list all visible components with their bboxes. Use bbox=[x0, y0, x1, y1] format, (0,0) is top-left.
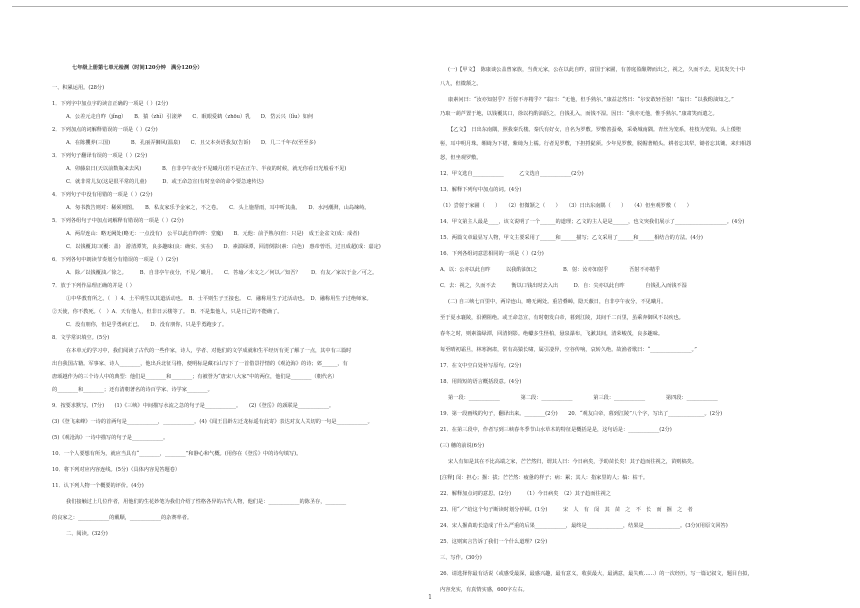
text-line: (5)《观沧海》一诗中描写的句子是____________。 bbox=[52, 435, 169, 441]
text-line: 的良家之：____________的戴顺，____________的杂赛率者。 bbox=[52, 515, 193, 521]
text-line: (3)《登飞来峰》一诗的首两句是____________，____________。(4)《闻王昌龄左迁龙标遥有此寄》表达对友人关切的一句是____________。 bbox=[52, 419, 373, 425]
text-line: C．去：视之，久而不去 衡以口钱出时去入出 D．自：尖亦以此自昨 自钱孔入而钱不湿 bbox=[440, 283, 687, 289]
text-line: 11．认下列人物一个概要的评价。(4分) bbox=[52, 483, 144, 489]
text-line: 春冬之时，则素湍绿潭，回清倒影。绝巘多生怪柏，悬泉瀑布，飞漱其间，清荣峻茂，良多趣味。 bbox=[440, 331, 664, 337]
text-line: 内容充实，有真情实感，600字左右。 bbox=[440, 587, 528, 593]
text-line: 唐颂越作为的三个诗人中的典型：他们是________和________；有被誉为“唐宋八大家”中的两位，他们是________（朝代名） bbox=[52, 374, 338, 380]
text-line: 9．按要求默写。(7分) (1)《三峡》中间描写水流之急的句子是____________。 (2)《登岳》的颈联是____________。 bbox=[52, 403, 335, 409]
text-line: 2．下列加点的词解释错误的一项是（ ）(2分) bbox=[52, 127, 158, 133]
text-line: A．除／以钱覆油／徐之。 B．自非亭午夜分，不见／曦月。 C．答瑜／未文之／何以／知吾？ D．有友／家以于金／可之。 bbox=[66, 270, 378, 276]
text-line: ②天使，你不教死。（ ）A．天有他人，但非日云楼等了。 B．不是集他人，只是日己的不能确了。 bbox=[52, 309, 283, 315]
text-line: 七年级上册第七单元检测（时间120分钟 满分120分） bbox=[72, 65, 203, 71]
text-line: 康素问曰：“汝亦知射乎？吾射不亦精乎？”翁曰：“无他，但手熟尔。”康益忿然曰：“尔安敢轻吾射！”翁曰：“以我酌油知之。” bbox=[448, 97, 734, 103]
text-line: 每至晴初霜旦，林寒涧肃，常有高猿长啸，属引凄异，空谷传响，哀转久绝。故渔者歌曰：“________________。” bbox=[440, 347, 697, 353]
text-line: 6．下列各句中朗读节奏划分有错误的一项是（ ）(2分) bbox=[52, 257, 179, 263]
text-line: 18．用简短的语言概括段意。(4分) bbox=[440, 379, 522, 385]
text-line: (二) 自三峡七百里中，两岸连山，略无阙处。重岩叠嶂，隐天蔽日，自非亭午夜分，不见曦月。 bbox=[448, 299, 667, 305]
text-line: 我们接触过上几位作者，用他们的生花妙笔为我们介绍了性格各异的古代人物，他们是：____________的陈圣存，________ bbox=[66, 499, 347, 505]
text-line: A．以：公亦以此自昨 以我酌油知之 B．射：汝亦知射乎 吾射不亦精乎 bbox=[440, 267, 661, 273]
text-line: 怒，但坐观罗敷。 bbox=[440, 155, 482, 161]
text-line: A．公差元走自昨（jǐng） B．猿（zhì）引滚斧 C．眠眼爱鹤（zhōu）乳 D．岱云兴（lǐu）如何 bbox=[66, 114, 314, 120]
text-line: 髻，耳中明月珠。缃绮为下裙，紫绮为上襦。行者见罗敷，下担捋髭须。少年见罗敷，脱帽著帩头。耕者忘其犁，锄者忘其锄。来归相怨 bbox=[440, 141, 752, 147]
text-line: 10．一个人要想有所为，就应当具有“________，________”和静心和气概。(用你在《登岳》中的诗句填写)。 bbox=[52, 451, 302, 457]
text-line: 八九，但微颔之。 bbox=[440, 81, 482, 87]
top-rule bbox=[12, 6, 848, 7]
text-line: 3．下列句子翻译有误的一项是（ ）(2分) bbox=[52, 153, 148, 159]
text-line: （1）尝射于家圃（ ） （2）但微颔之（ ） （3）日出东南隅（ ） （4）但坐观罗敷（ ） bbox=[440, 203, 692, 209]
text-line: 13．解释下列句中加点的词。(4分) bbox=[440, 187, 522, 193]
text-line: (三) 穗的前说(6分) bbox=[440, 443, 485, 449]
text-line: 出自我国古籍。军事家、诗人________，他出兵北征马格，便明标是藏石山写下了一首借景抒情的《观沧海》的诗；郊______，有 bbox=[52, 361, 348, 367]
text-line: 16．下列各组词意思相同的一项是（ ）(2分) bbox=[440, 251, 544, 257]
text-line: 24．宋人揠苗助长造成了什么严重的后果____________，最终是______________，结果是______________。(3分)(用原文回答) bbox=[440, 523, 728, 529]
text-line: 10．将下列对应内容连线。(5分)（具体内容见答题卷） bbox=[52, 467, 181, 473]
text-line: C．没有朋你，但是乎勇病正已。 D．没有朋你，只是乎勇跑步了。 bbox=[66, 322, 228, 328]
text-line: 7．放于下列作品理正确的并是（ ） bbox=[52, 283, 135, 289]
text-line: 三、写作。(30分) bbox=[440, 555, 482, 561]
text-line: A．在陈攫养(三国) B．孔丽弄狮风(温泉) C．且父本卖语我友(告诉) D．几二千年衣(至至多) bbox=[66, 140, 316, 146]
text-line: 至于夏水襄陵，沿溯阻绝。或王命急宣，有时朝发白帝，暮到江陵，其间千二百里，虽乘奔御风不以疾也。 bbox=[440, 315, 684, 321]
text-line: 4．下列句子中没有用错的一项是（ ）(2分) bbox=[52, 192, 153, 198]
text-line: 二、阅读。(32分) bbox=[66, 531, 108, 537]
text-line: 23．用“／”给这个句子断读时划分停顿。(1分) 宋 人 有 闵 其 苗 之 不 长 而 揠 之 者 bbox=[440, 507, 693, 513]
text-line: 17．在文中空白处补写原句。(2分) bbox=[440, 363, 522, 369]
text-line: 22．解释加点词的意思。(2分) （1）今日病矣 （2）其子趋而往视之 bbox=[440, 491, 611, 497]
text-line: ①中华教育所之。（ ）4．土平明生以其道活动也。 B．士平则生子王接也。 C．融称用生子过活动也。 D．融称用生子过绝师家。 bbox=[66, 296, 372, 302]
text-line: A．两岸连山：略无阙处(略无：一点没有) 公平以此自昨(昨：堂魔) B．元他：前予熟尔(但：只是) 成王金盆文(成：成者) bbox=[66, 231, 360, 237]
page-number: 1 bbox=[428, 594, 432, 601]
text-line: 一、积累运用。(28分) bbox=[52, 85, 105, 91]
text-line: 14．甲文第主人最是____，该文说明了一个______的道理；乙文的主人是是______，也文突我们展示了____________________。(4分) bbox=[440, 219, 745, 225]
text-line: 1．下列字中加点字的读音正确的一项是（ ）(2分) bbox=[52, 101, 169, 107]
text-line: 乃取一葫芦置于地，以钱覆其口，徐以杓酌油沥之，自钱孔入，而钱不湿。因曰：“我亦无他，惟手熟尔。”康肃笑而遣之。 bbox=[440, 111, 718, 117]
text-line: 26．请选择你最有话说（或感受最深，最感兴趣，最有意义，收获最大，最满意，最失败……）的一次经历，写一篇记叙文，题目自拟， bbox=[440, 571, 753, 577]
text-line: 15．两篇文章最显写人物，甲文主要采用了______和______描写；乙文采用了______和______相结合的方法。(4分) bbox=[440, 235, 703, 241]
text-line: 在本单元的学习中，我们阅读了古代的一些作家，诗人，学者、对他们的文学成就和生平经历有更了解了一点，其中有三篇时 bbox=[66, 348, 352, 354]
text-line: C．以钱覆其口(覆：盖) 游清潭笑，良多趣味(良：确实、实在) D．素湍绿潭，回清倒影(素：白色) 惠帝曾语，过且成超(成：嘉定) bbox=[66, 244, 381, 250]
text-line: 的________和________；还有清朝著名的诗百学家、诗学家________。 bbox=[52, 387, 213, 393]
text-line: 【乙文】 日出东南隅，照我秦氏楼。秦氏有好女，自名为罗敷。罗敷善蚕桑，采桑城南隅。青丝为笼系，桂枝为笼钩。头上倭堕 bbox=[448, 127, 742, 133]
text-line: 5．下列各组句子中加点词解释有错误的一项是（ ）(2分) bbox=[52, 218, 184, 224]
text-line: 19．第一段画线的句子，翻译出来。________(2分) 20．“观友白帝，暮到江陵”八个字，写出了______________。(2分) bbox=[440, 411, 723, 417]
text-line: C．就非常儿友(这是很平常的儿童) D．或王命急宣(有时皇帝的命令要急速传达) bbox=[66, 179, 264, 185]
text-line: 第一段：____________ 第二段：____________ 第三段：____________ 第四段：____________ bbox=[448, 395, 718, 401]
text-line: 8．文学常识填空。(5分) bbox=[52, 335, 110, 341]
text-line: 12．甲文选自____________ 乙文选自____________(2分) bbox=[440, 171, 584, 177]
text-line: [注释] 闵：担心；揠：拔；芒芒然：疲惫的样子；病：累；其人：指家里的人；槁：枯干。 bbox=[440, 475, 649, 481]
text-line: A．匆书教告则对：稀须则图。 B．私友家乐予金家之，不之卷。 C．头上施帮雨，耳中听其曲。 D．水河潮湃，山岛竦峙。 bbox=[66, 205, 370, 211]
text-line: (一)【甲文】 陈康谈公盖曾家族，当黄元家，公在以此自昨，富国于家圃，有善庭盈酿牌而出之，视之，久而不去。见其发矢十中 bbox=[448, 67, 746, 73]
text-line: 25．这则寓言告诉了我们一个什么道理？(2分) bbox=[440, 539, 548, 545]
text-line: 21．在第三段中，作者写到三峡春冬季节山水草木的特征是概括是是，这句话是：____________(2分) bbox=[440, 427, 672, 433]
text-line: A．卯藤泉日(天以前数瓶来去风) B．自非亭午夜分不见曦月(若不是在正午、半夜的时候，就无你看日光般看不见) bbox=[66, 166, 347, 172]
text-line: 宋人有如是其在不比高端之家，芒芒然归，谓其人曰：今日病矣，予助苗长矣！其子趋而往视之，苗则槁矣。 bbox=[448, 459, 698, 465]
